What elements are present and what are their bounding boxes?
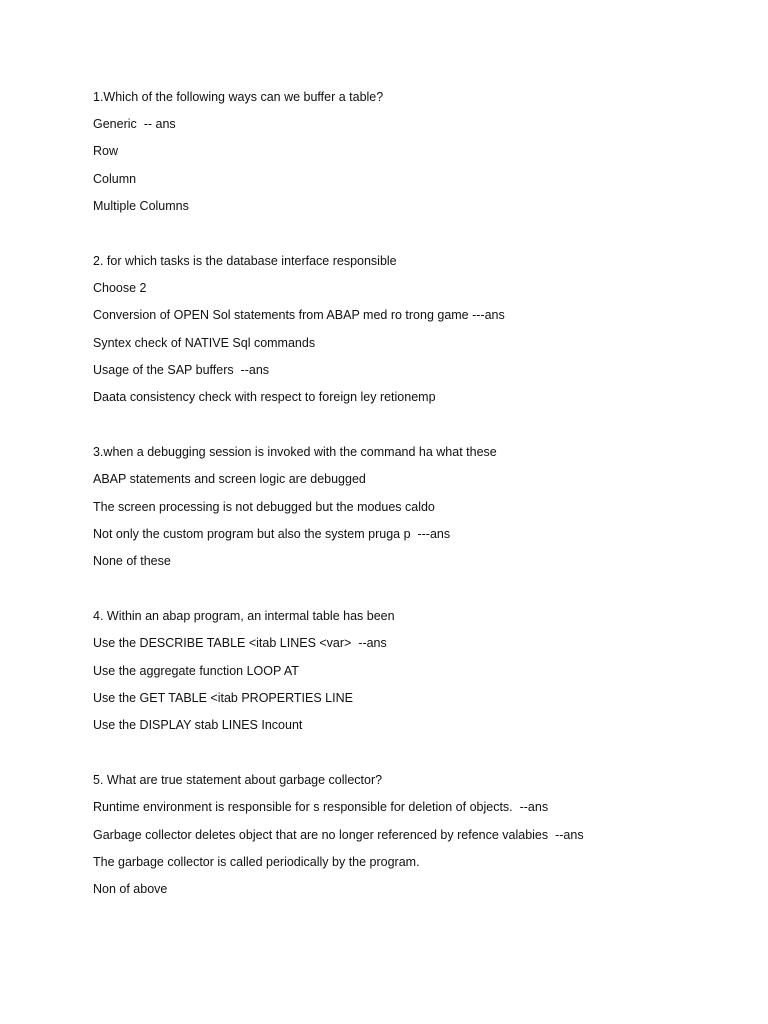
question-2-option-1: Conversion of OPEN Sol statements from ABAP med ro trong game ---ans <box>93 308 505 322</box>
question-2-option-3: Usage of the SAP buffers --ans <box>93 363 270 377</box>
question-1-option-4: Multiple Columns <box>93 199 189 213</box>
question-4-option-2: Use the aggregate function LOOP AT <box>93 664 299 678</box>
question-1-option-3: Column <box>93 172 137 186</box>
question-5-option-1: Runtime environment is responsible for s responsible for deletion of objects. --ans <box>93 800 549 814</box>
question-3-text: 3.when a debugging session is invoked with the command ha what these <box>93 445 497 459</box>
question-2-option-4: Daata consistency check with respect to foreign ley retionemp <box>93 390 436 404</box>
question-1-option-1: Generic -- ans <box>93 117 176 131</box>
question-2-option-2: Syntex check of NATIVE Sql commands <box>93 336 316 350</box>
question-3-option-2: The screen processing is not debugged but the modues caldo <box>93 500 435 514</box>
question-5-text: 5. What are true statement about garbage collector? <box>93 773 383 787</box>
question-3-option-3: Not only the custom program but also the system pruga p ---ans <box>93 527 451 541</box>
question-4-text: 4. Within an abap program, an intermal table has been <box>93 609 395 623</box>
question-3-option-1: ABAP statements and screen logic are debugged <box>93 472 366 486</box>
question-1-text: 1.Which of the following ways can we buffer a table? <box>93 90 384 104</box>
question-2-instruction: Choose 2 <box>93 281 147 295</box>
question-5-option-4: Non of above <box>93 882 168 896</box>
question-3-option-4: None of these <box>93 554 171 568</box>
question-4-option-1: Use the DESCRIBE TABLE <itab LINES <var> --ans <box>93 636 387 650</box>
question-1-option-2: Row <box>93 144 119 158</box>
question-5-option-3: The garbage collector is called periodically by the program. <box>93 855 420 869</box>
question-4-option-4: Use the DISPLAY stab LINES Incount <box>93 718 303 732</box>
question-4-option-3: Use the GET TABLE <itab PROPERTIES LINE <box>93 691 353 705</box>
question-5-option-2: Garbage collector deletes object that are no longer referenced by refence valabies --ans <box>93 828 584 842</box>
question-2-text: 2. for which tasks is the database interface responsible <box>93 254 397 268</box>
